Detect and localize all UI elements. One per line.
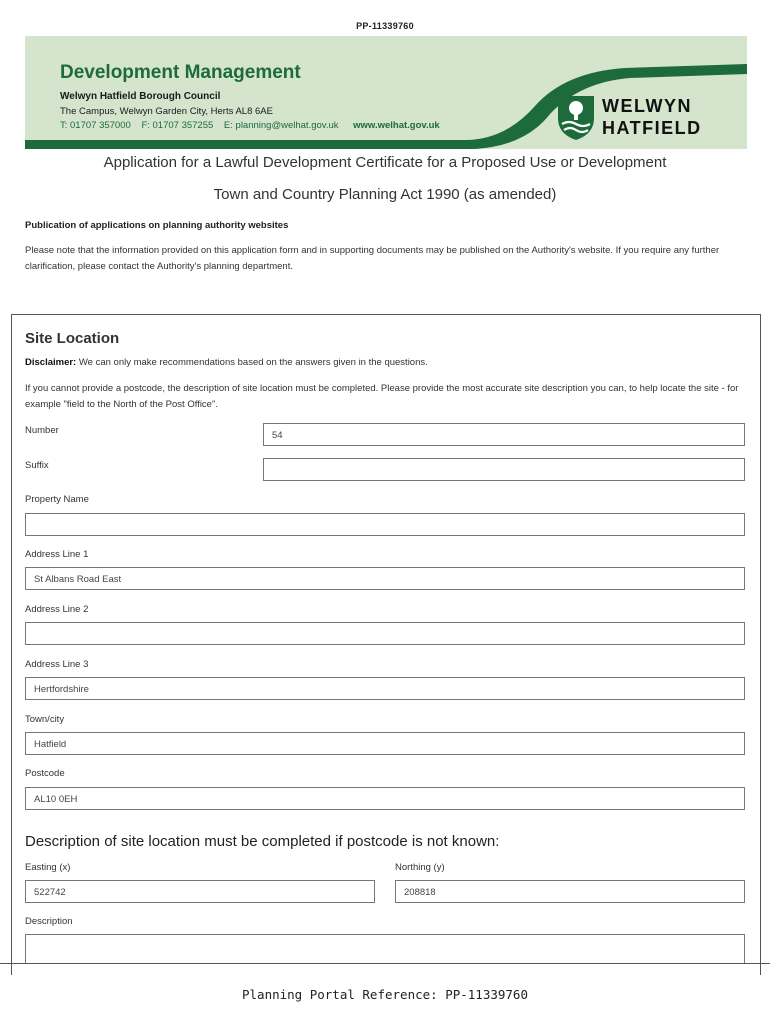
description-field[interactable] xyxy=(25,934,745,963)
page-break-rule xyxy=(0,963,770,964)
council-name: Welwyn Hatfield Borough Council xyxy=(60,91,221,102)
council-address: The Campus, Welwyn Garden City, Herts AL8 6AE xyxy=(60,106,273,117)
form-title: Application for a Lawful Development Certificate for a Proposed Use or Development xyxy=(103,154,667,171)
northing-label: Northing (y) xyxy=(395,862,445,873)
address-line-3-field[interactable]: Hertfordshire xyxy=(25,677,745,700)
council-logo-text xyxy=(602,95,702,139)
website-link[interactable]: www.welhat.gov.uk xyxy=(353,120,440,131)
postcode-label: Postcode xyxy=(25,768,65,779)
town-label: Town/city xyxy=(25,714,65,725)
easting-label: Easting (x) xyxy=(25,862,71,873)
footer-reference: Planning Portal Reference: PP-11339760 xyxy=(242,987,528,1002)
disclaimer-text: We can only make recommendations based on the answers given in the questions. xyxy=(76,357,428,368)
site-description-heading: Description of site location must be completed if postcode is not known: xyxy=(25,833,500,850)
address-line-1-field[interactable]: St Albans Road East xyxy=(25,567,745,590)
address-line-2-label: Address Line 2 xyxy=(25,604,89,615)
suffix-field[interactable] xyxy=(263,458,745,481)
council-crest-icon xyxy=(556,94,596,142)
logo-line-2: HATFIELD xyxy=(602,118,702,138)
publication-text: Please note that the information provided on this application form and in supporting documents may be published on the Authority's website. If you require any further clarification, please contact the Authority's planning department. xyxy=(25,245,720,272)
disclaimer-label: Disclaimer: xyxy=(25,357,77,368)
publication-heading: Publication of applications on planning authority websites xyxy=(25,220,289,231)
form-subtitle: Town and Country Planning Act 1990 (as amended) xyxy=(213,186,557,203)
property-name-label: Property Name xyxy=(25,494,89,505)
property-name-field[interactable] xyxy=(25,513,745,536)
address-line-2-field[interactable] xyxy=(25,622,745,645)
reference-number-top: PP-11339760 xyxy=(356,21,414,31)
number-field[interactable]: 54 xyxy=(263,423,745,446)
easting-field[interactable]: 522742 xyxy=(25,880,375,903)
site-help-text: If you cannot provide a postcode, the description of site location must be completed. Please provide the most accurate site description you can, to help locate the site - for example "field to the North of the Post Office". xyxy=(25,383,739,410)
address-line-3-label: Address Line 3 xyxy=(25,659,89,670)
address-line-1-label: Address Line 1 xyxy=(25,549,89,560)
site-location-title: Site Location xyxy=(25,330,120,347)
postcode-field[interactable]: AL10 0EH xyxy=(25,787,745,810)
northing-field[interactable]: 208818 xyxy=(395,880,745,903)
town-field[interactable]: Hatfield xyxy=(25,732,745,755)
dept-title: Development Management xyxy=(60,62,301,83)
tel-text: T: 01707 357000 xyxy=(60,120,131,131)
logo-line-1: WELWYN xyxy=(602,96,692,116)
disclaimer xyxy=(25,357,428,368)
number-label: Number xyxy=(25,425,59,436)
description-label: Description xyxy=(25,916,73,927)
suffix-label: Suffix xyxy=(25,460,49,471)
contact-line xyxy=(60,120,448,131)
email-link[interactable]: E: planning@welhat.gov.uk xyxy=(223,120,339,131)
fax-text: F: 01707 357255 xyxy=(141,120,214,131)
